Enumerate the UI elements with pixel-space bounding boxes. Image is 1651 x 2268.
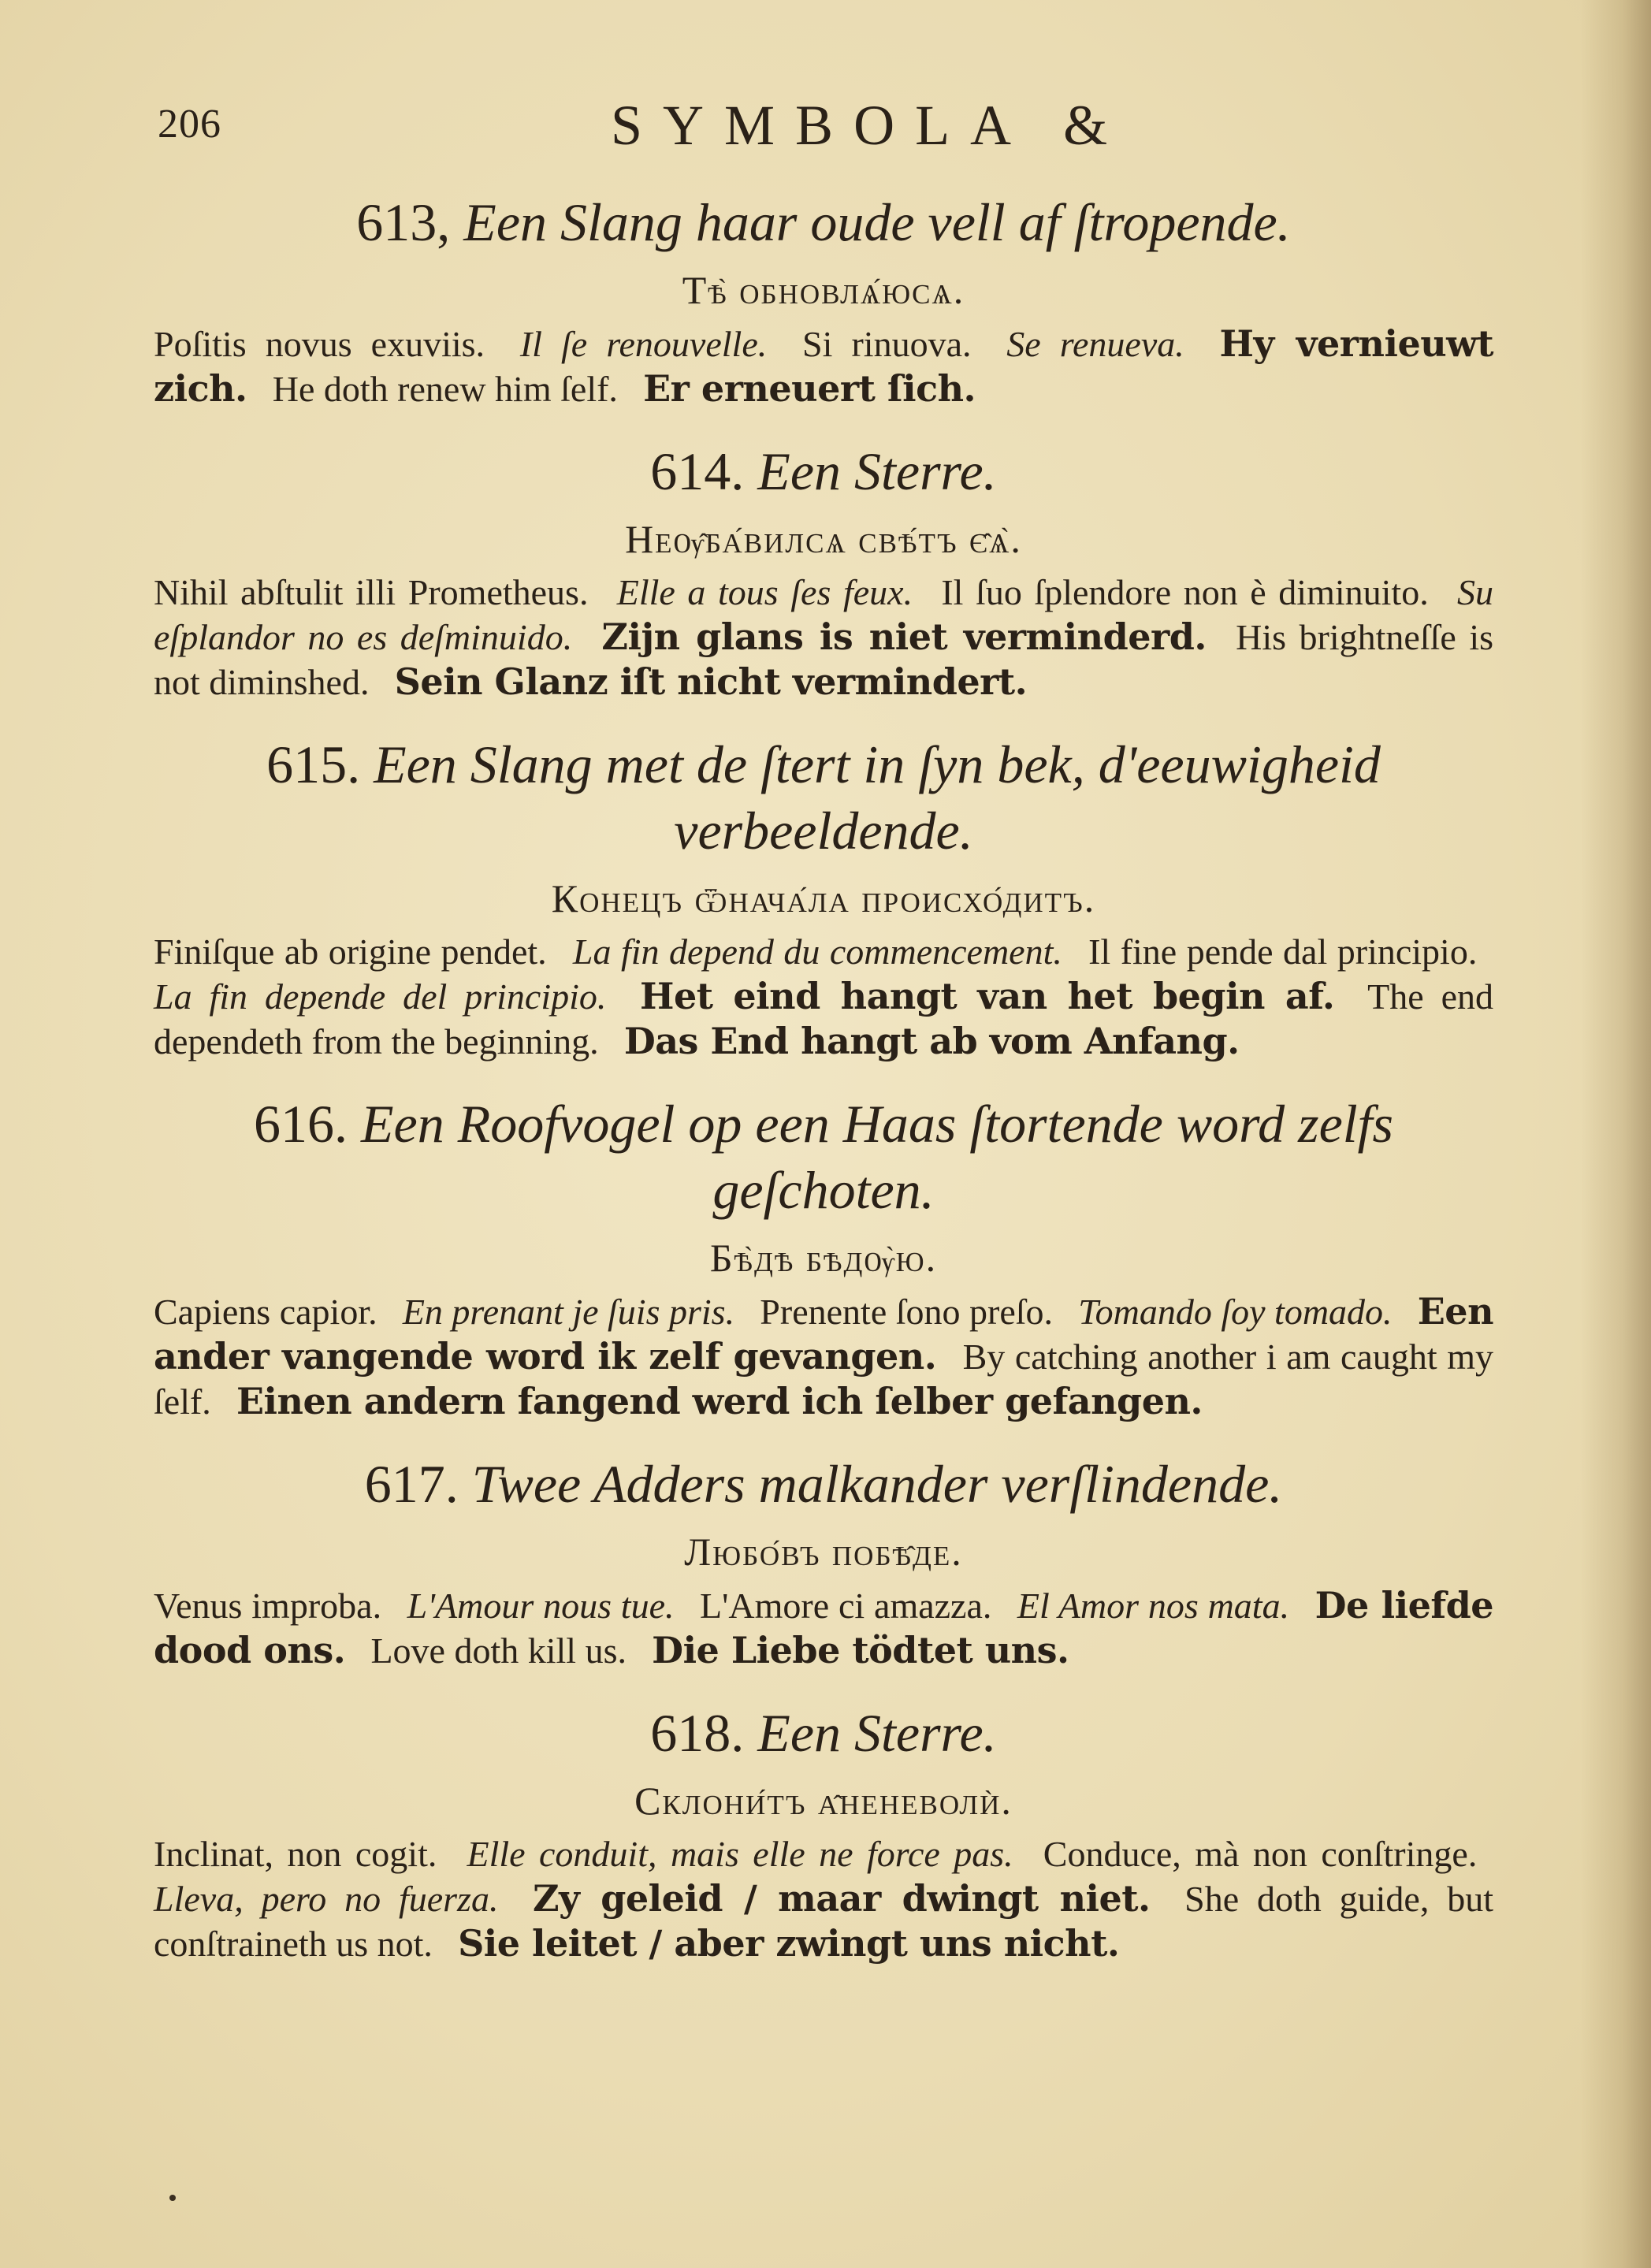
german-motto: Sie leitet / aber zwingt uns nicht. (458, 1922, 1120, 1965)
english-motto: His brightneſſe is not diminshed. (154, 617, 1494, 702)
running-title: SYMBOLA & (611, 94, 1129, 157)
italian-motto: Prenente ſono preſo. (760, 1292, 1054, 1332)
italian-motto: Si rinuova. (802, 324, 972, 364)
emblem-entry (154, 1091, 1493, 1424)
french-motto: En prenant je ſuis pris. (402, 1292, 735, 1332)
dutch-motto: Het eind hangt van het begin af. (640, 975, 1335, 1017)
latin-motto: Venus improba. (154, 1586, 382, 1626)
entry-heading (154, 189, 1493, 255)
entry-number: 616. (253, 1094, 348, 1154)
entry-number: 618. (650, 1703, 745, 1763)
italian-motto: Il fine pende dal principio. (1088, 931, 1478, 972)
entry-heading (154, 1091, 1493, 1223)
slavonic-motto: Тѣ̀ обновлѧ́юсѧ. (682, 268, 965, 312)
dutch-motto: Zijn glans is niet verminderd. (601, 615, 1207, 658)
german-motto: Sein Glanz iſt nicht vermindert. (394, 660, 1028, 703)
italian-motto: Conduce, mà non conſtringe. (1043, 1834, 1478, 1874)
entry-heading (154, 731, 1493, 864)
dutch-motto: De liefde dood ons. (154, 1584, 1494, 1671)
latin-motto: Capiens capior. (154, 1292, 377, 1332)
french-motto: Elle conduit, mais elle ne force pas. (467, 1834, 1013, 1874)
motto-translations (154, 1583, 1493, 1673)
italian-motto: Il ſuo ſplendore non è diminuito. (941, 572, 1429, 612)
german-motto: Einen andern fangend werd ich ſelber gefangen. (236, 1380, 1203, 1422)
english-motto: He doth renew him ſelf. (272, 369, 618, 409)
entry-number: 617. (364, 1454, 459, 1514)
motto-translations (154, 1289, 1493, 1424)
german-motto: Er erneuert ſich. (643, 367, 976, 410)
spanish-motto: Lleva, pero no fuerza. (154, 1879, 499, 1919)
slavonic-motto: Склони́тъ а̂неневолѝ. (634, 1779, 1013, 1823)
italian-motto: L'Amore ci amazza. (700, 1586, 992, 1626)
french-motto: L'Amour nous tue. (407, 1586, 675, 1626)
page-header (158, 93, 1497, 164)
spanish-motto: Se renueva. (1006, 324, 1184, 364)
spanish-motto: La fin depende del principio. (154, 976, 607, 1017)
emblem-entry (154, 731, 1493, 1064)
dutch-motto: Een ander vangende word ik zelf gevangen. (154, 1290, 1494, 1378)
motto-translations (154, 571, 1493, 705)
entry-title: Een Sterre. (757, 1703, 997, 1763)
english-motto: The end dependeth from the beginning. (154, 976, 1493, 1061)
page-number: 206 (158, 102, 221, 147)
french-motto: Elle a tous ſes feux. (616, 572, 913, 612)
slavonic-motto: Любо́въ побѣ̂де. (684, 1530, 963, 1574)
motto-translations (154, 322, 1493, 411)
emblem-entry (154, 1451, 1493, 1673)
emblem-list (154, 189, 1493, 1993)
spanish-motto: El Amor nos mata. (1017, 1586, 1290, 1626)
entry-title: Een Slang met de ſtert in ſyn bek, d'eeuwigheid verbeeldende. (374, 734, 1381, 861)
latin-motto: Inclinat, non cogit. (154, 1834, 437, 1874)
latin-motto: Poſitis novus exuviis. (154, 324, 485, 364)
latin-motto: Nihil abſtulit illi Prometheus. (154, 572, 589, 612)
english-motto: By catching another i am caught my ſelf. (154, 1337, 1494, 1422)
entry-number: 613, (356, 192, 451, 252)
ink-speck (169, 2195, 176, 2201)
english-motto: She doth guide, but conſtraineth us not. (154, 1879, 1494, 1964)
french-motto: Il ſe renouvelle. (519, 324, 768, 364)
entry-title: Een Sterre. (757, 441, 997, 501)
dutch-motto: Hy vernieuwt zich. (154, 322, 1494, 410)
german-motto: Das End hangt ab vom Anfang. (623, 1020, 1240, 1062)
english-motto: Love doth kill us. (370, 1630, 627, 1671)
entry-heading (154, 1700, 1493, 1766)
motto-translations (154, 1832, 1493, 1966)
emblem-entry (154, 438, 1493, 705)
entry-heading (154, 438, 1493, 504)
spanish-motto: Su eſplandor no es deſminuido. (154, 572, 1493, 657)
german-motto: Die Liebe tödtet uns. (652, 1629, 1069, 1671)
emblem-entry (154, 189, 1493, 411)
slavonic-motto: Конецъ ѿнача́ла происхо́дитъ. (551, 876, 1096, 920)
entry-heading (154, 1451, 1493, 1517)
slavonic-motto: Неѹ̂ба́вилсѧ свѣ́тъ є̂ѧ̀. (625, 517, 1022, 561)
entry-number: 615. (266, 734, 361, 794)
entry-title: Een Slang haar oude vell af ſtropende. (463, 192, 1291, 252)
entry-title: Een Roofvogel op een Haas ſtortende word zelfs geſchoten. (360, 1094, 1394, 1220)
entry-title: Twee Adders malkander verſlindende. (471, 1454, 1283, 1514)
slavonic-motto: Бѣ̀дѣ бѣдѹ̀ю. (709, 1236, 938, 1280)
entry-number: 614. (650, 441, 745, 501)
spanish-motto: Tomando ſoy tomado. (1078, 1292, 1393, 1332)
emblem-entry (154, 1700, 1493, 1966)
french-motto: La fin depend du commencement. (572, 931, 1062, 972)
page-gutter-shadow (1580, 0, 1651, 2268)
latin-motto: Finiſque ab origine pendet. (154, 931, 547, 972)
dutch-motto: Zy geleid / maar dwingt niet. (533, 1877, 1151, 1920)
motto-translations (154, 930, 1493, 1064)
